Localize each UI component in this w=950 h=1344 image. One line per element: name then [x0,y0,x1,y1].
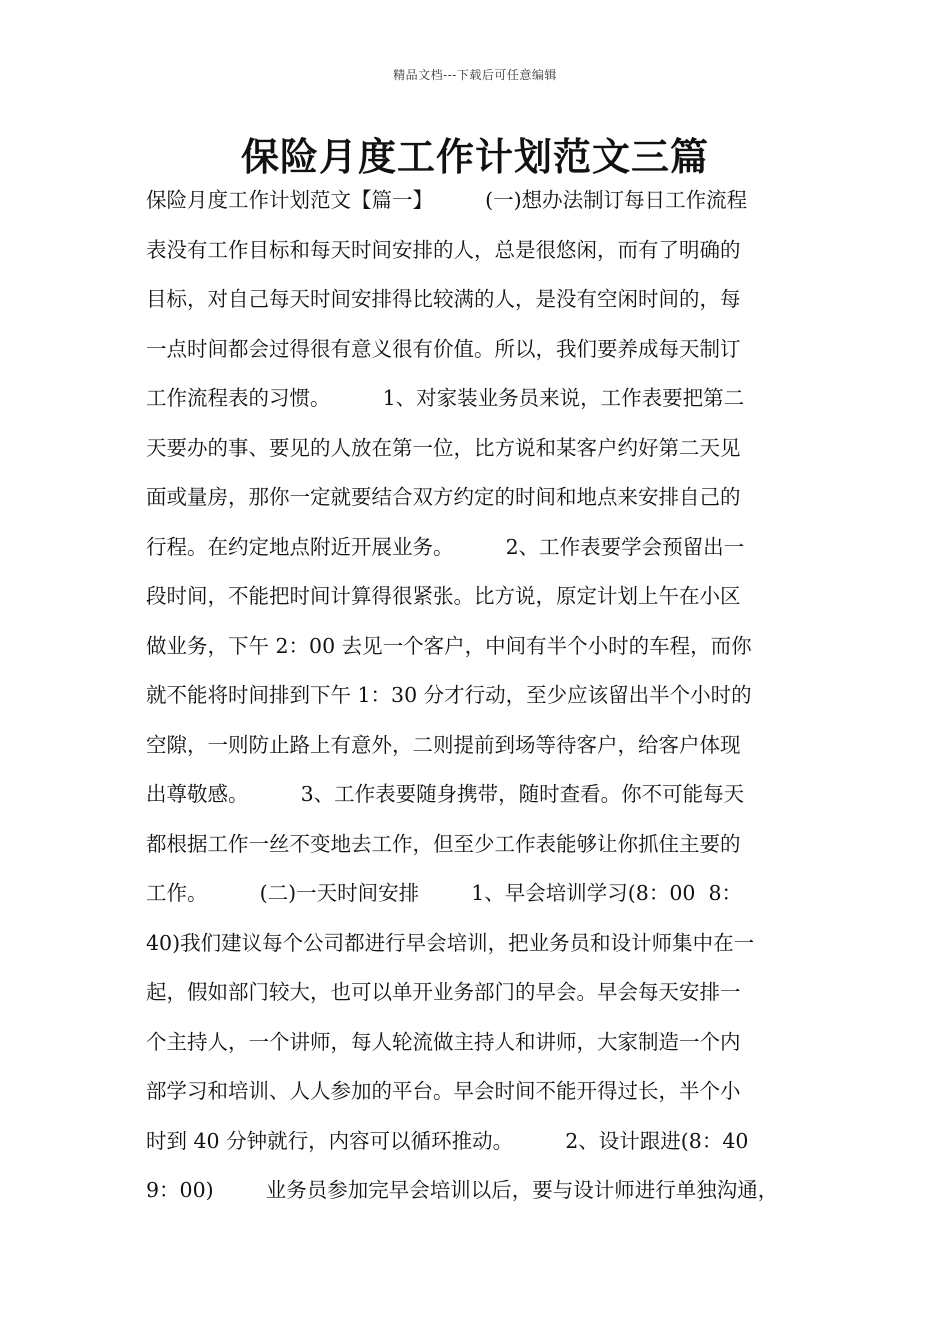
body-line: 段时间，不能把时间计算得很紧张。比方说，原定计划上午在小区 [146,584,741,608]
body-line: 都根据工作一丝不变地去工作，但至少工作表能够让你抓住主要的 [146,831,741,856]
body-line: 工作。 (二)一天时间安排 1、早会培训学习(8：00 8： [146,881,743,905]
body-line: 空隙，一则防止路上有意外，二则提前到场等待客户，给客户体现 [146,732,741,757]
body-line: 天要办的事、要见的人放在第一位，比方说和某客户约好第二天见 [146,435,741,460]
body-line: 部学习和培训、人人参加的平台。早会时间不能开得过长，半个小 [146,1079,741,1103]
body-line: 表没有工作目标和每天时间安排的人，总是很悠闲，而有了明确的 [146,237,741,262]
body-line: 起，假如部门较大，也可以单开业务部门的早会。早会每天安排一 [146,980,741,1004]
body-line: 行程。在约定地点附近开展业务。 2、工作表要学会预留出一 [146,534,745,559]
body-line: 做业务，下午 2：00 去见一个客户，中间有半个小时的车程，而你 [146,633,752,658]
body-line: 时到 40 分钟就行，内容可以循环推动。 2、设计跟进(8：40 [146,1128,749,1153]
header-note: 精品文档---下载后可任意编辑 [393,68,557,82]
body-line: 40)我们建议每个公司都进行早会培训，把业务员和设计师集中在一 [146,930,755,955]
body-line: 一点时间都会过得很有意义很有价值。所以，我们要养成每天制订 [146,336,741,361]
body-line: 出尊敬感。 3、工作表要随身携带，随时查看。你不可能每天 [146,782,745,806]
document-body [146,176,810,1216]
body-line: 目标，对自己每天时间安排得比较满的人，是没有空闲时间的，每 [146,287,741,311]
body-line: 面或量房，那你一定就要结合双方约定的时间和地点来安排自己的 [146,485,741,509]
body-line: 工作流程表的习惯。 1、对家装业务员来说，工作表要把第二 [146,386,745,410]
body-line: 保险月度工作计划范文【篇一】 (一)想办法制订每日工作流程 [146,188,748,212]
body-line: 个主持人，一个讲师，每人轮流做主持人和讲师，大家制造一个内 [146,1029,741,1054]
document-title: 保险月度工作计划范文三篇 [240,135,709,179]
body-line: 9：00) 业务员参加完早会培训以后，要与设计师进行单独沟通， [146,1178,779,1202]
body-line: 就不能将时间排到下午 1：30 分才行动，至少应该留出半个小时的 [146,683,752,707]
